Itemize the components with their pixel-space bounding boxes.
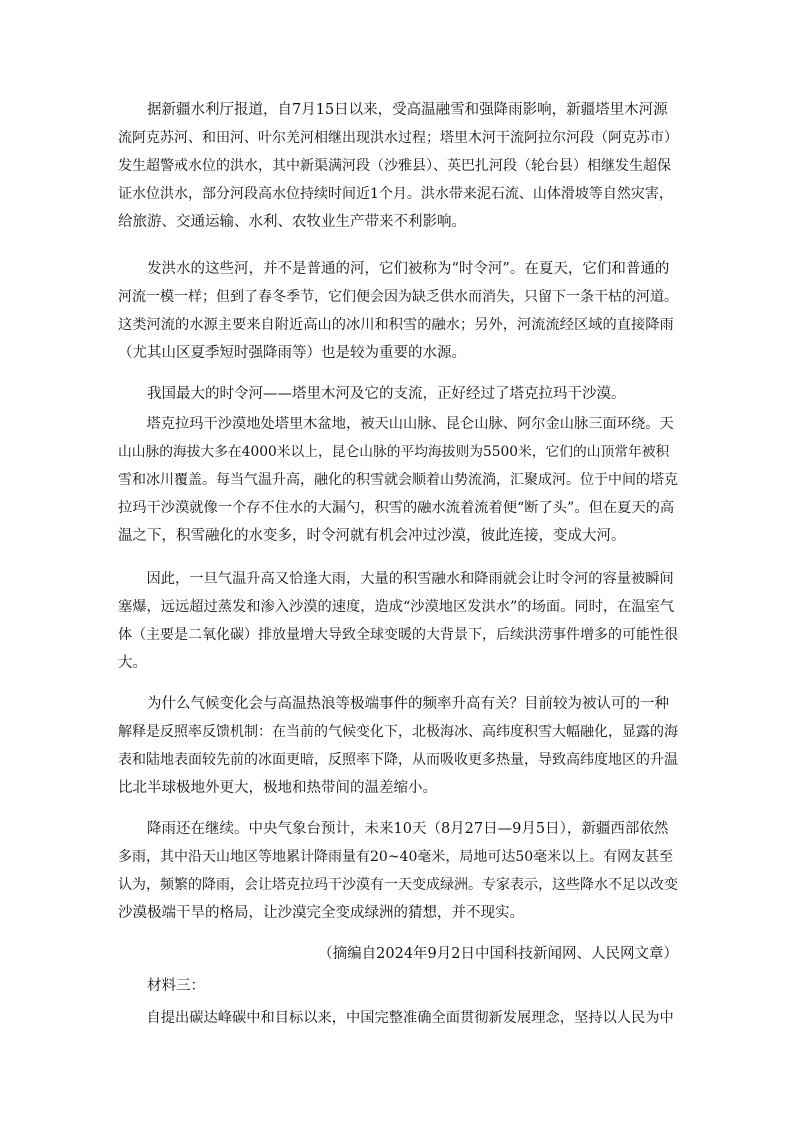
text-line: 据新疆水利厅报道，自7月15日以来，受高温融雪和强降雨影响，新疆塔里木河源 xyxy=(147,102,668,118)
text-line: （摘编自2024年9月2日中国科技新闻网、人民网文章） xyxy=(318,946,678,962)
paragraph-3 xyxy=(118,380,678,408)
text-line: 发生超警戒水位的洪水，其中新渠满河段（沙雅县）、英巴扎河段（轮台县）相继发生超保 xyxy=(118,158,671,174)
text-line: 表和陆地表面较先前的冰面更暗，反照率下降，从而吸收更多热量，导致高纬度地区的升温 xyxy=(118,752,678,768)
paragraph-2 xyxy=(118,255,678,367)
paragraph-4 xyxy=(118,410,678,550)
text-line: 证水位洪水，部分河段高水位持续时间近1个月。洪水带来泥石流、山体滑坡等自然灾害， xyxy=(118,186,673,202)
text-line: 温之下，积雪融化的水变多，时令河就有机会冲过沙漠，彼此连接，变成大河。 xyxy=(118,528,626,544)
text-line: 因此，一旦气温升高又恰逢大雨，大量的积雪融水和降雨就会让时令河的容量被瞬间 xyxy=(146,571,674,587)
text-line: 比北半球极地外更大，极地和热带间的温差缩小。 xyxy=(118,780,437,796)
source-citation xyxy=(118,940,678,968)
text-line: 自提出碳达峰碳中和目标以来，中国完整准确全面贯彻新发展理念，坚持以人民为中 xyxy=(146,1010,674,1026)
text-line: （尤其山区夏季短时强降雨等）也是较为重要的水源。 xyxy=(118,345,466,361)
text-line: 我国最大的时令河——塔里木河及它的支流，正好经过了塔克拉玛干沙漠。 xyxy=(147,386,626,402)
text-line: 大。 xyxy=(118,655,147,671)
paragraph-6 xyxy=(118,690,678,802)
text-line: 体（主要是二氧化碳）排放量增大导致全球变暖的大背景下，后续洪涝事件增多的可能性很 xyxy=(118,627,678,643)
paragraph-5 xyxy=(118,565,678,677)
text-line: 拉玛干沙漠就像一个存不住水的大漏勺，积雪的融水流着流着便“断了头”。但在夏天的高 xyxy=(118,500,675,516)
paragraph-8 xyxy=(118,1004,678,1032)
text-line: 雪和冰川覆盖。每当气温升高，融化的积雪就会顺着山势流淌，汇聚成河。位于中间的塔克 xyxy=(118,472,678,488)
text-line: 发洪水的这些河，并不是普通的河，它们被称为“时令河”。在夏天，它们和普通的 xyxy=(147,261,670,277)
text-line: 降雨还在继续。中央气象台预计，未来10天（8月27日—9月5日），新疆西部依然 xyxy=(147,821,669,837)
text-line: 塞爆，远远超过蒸发和渗入沙漠的速度，造成“沙漠地区发洪水”的场面。同时，在温室气 xyxy=(118,599,675,615)
text-line: 给旅游、交通运输、水利、农牧业生产带来不利影响。 xyxy=(118,214,466,230)
text-line: 为什么气候变化会与高温热浪等极端事件的频率升高有关？目前较为被认可的一种 xyxy=(147,696,669,712)
text-line: 认为，频繁的降雨，会让塔克拉玛干沙漠有一天变成绿洲。专家表示，这些降水不足以改变 xyxy=(118,877,678,893)
text-line: 山山脉的海拔大多在4000米以上，昆仑山脉的平均海拔则为5500米，它们的山顶常年被积 xyxy=(118,444,670,460)
text-line: 沙漠极端干旱的格局，让沙漠完全变成绿洲的猜想，并不现实。 xyxy=(118,905,524,921)
text-line: 材料三： xyxy=(147,978,205,994)
material-3-heading xyxy=(118,972,678,1000)
paragraph-1 xyxy=(118,96,678,236)
text-line: 河流一模一样；但到了春冬季节，它们便会因为缺乏供水而消失，只留下一条干枯的河道。 xyxy=(118,289,678,305)
text-line: 流阿克苏河、和田河、叶尔羌河相继出现洪水过程；塔里木河干流阿拉尔河段（阿克苏市） xyxy=(118,130,678,146)
text-line: 解释是反照率反馈机制：在当前的气候变化下，北极海冰、高纬度积雪大幅融化，显露的海 xyxy=(118,724,678,740)
paragraph-7 xyxy=(118,815,678,927)
text-line: 塔克拉玛干沙漠地处塔里木盆地，被天山山脉、昆仑山脉、阿尔金山脉三面环绕。天 xyxy=(146,416,674,432)
text-line: 多雨，其中沿天山地区等地累计降雨量有20~40毫米，局地可达50毫米以上。有网友甚至 xyxy=(118,849,674,865)
text-line: 这类河流的水源主要来自附近高山的冰川和积雪的融水；另外，河流流经区域的直接降雨 xyxy=(118,317,674,333)
